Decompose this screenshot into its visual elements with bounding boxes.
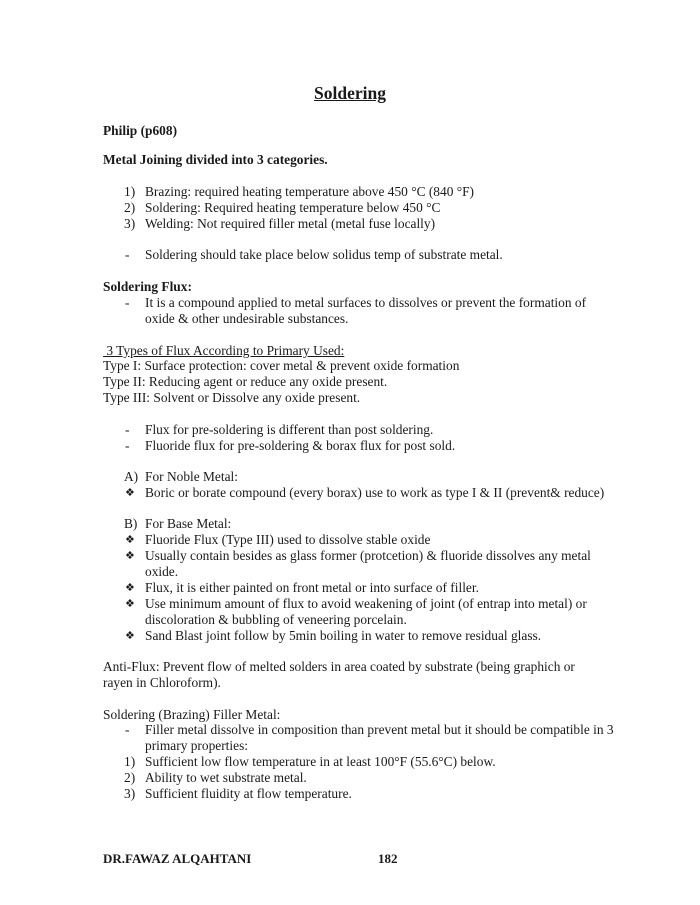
flux-notes-list — [0, 422, 700, 454]
list-item — [0, 422, 700, 438]
list-item-text: Boric or borate compound (every borax) use to work as type I & II (prevent& reduce) — [145, 485, 605, 500]
source-reference: Philip (p608) — [103, 123, 178, 138]
noble-heading — [0, 469, 700, 485]
solidus-note-text: Soldering should take place below solidus temp of substrate metal. — [145, 247, 503, 262]
section-label: B) — [124, 516, 138, 531]
flux-definition-text: It is a compound applied to metal surfaces to dissolves or prevent the formation of oxide & other undesirable substances. — [145, 295, 587, 326]
categories-heading: Metal Joining divided into 3 categories. — [103, 152, 328, 167]
list-item — [0, 628, 700, 644]
footer-author: DR.FAWAZ ALQAHTANI — [103, 851, 252, 866]
list-number: 3) — [124, 786, 136, 801]
filler-section — [0, 722, 700, 802]
page-title: Soldering — [314, 83, 386, 103]
list-item-text: Usually contain besides as glass former (protcetion) & fluoride dissolves any metal oxide. — [145, 548, 591, 579]
anti-flux-paragraph: Anti-Flux: Prevent flow of melted solders in area coated by substrate (being graphich or rayen in Chloroform). — [103, 659, 575, 690]
list-item-text: Sand Blast joint follow by 5min boiling in water to remove residual glass. — [145, 628, 542, 643]
solidus-note — [0, 247, 700, 263]
flux-types-list — [103, 358, 603, 406]
list-item-text: Use minimum amount of flux to avoid weakening of joint (of entrap into metal) or discoloration & bubbling of veneering porcelain. — [145, 596, 587, 627]
diamond-bullet-icon: ❖ — [125, 629, 135, 642]
list-item — [0, 438, 700, 454]
list-item — [0, 216, 700, 232]
diamond-bullet-icon: ❖ — [125, 549, 135, 562]
list-item — [0, 754, 700, 770]
list-item-text: Soldering: Required heating temperature below 450 °C — [145, 200, 441, 215]
diamond-bullet-icon: ❖ — [125, 486, 135, 499]
flux-type-item: Type III: Solvent or Dissolve any oxide present. — [103, 390, 361, 405]
list-item-text: Flux for pre-soldering is different than post soldering. — [145, 422, 434, 437]
base-heading — [0, 516, 700, 532]
flux-types-heading: 3 Types of Flux According to Primary Used: — [103, 343, 345, 358]
list-item — [0, 580, 700, 596]
noble-metal-section — [0, 469, 700, 501]
list-item — [0, 200, 700, 216]
flux-heading: Soldering Flux: — [103, 279, 192, 294]
list-item-text: Flux, it is either painted on front metal or into surface of filler. — [145, 580, 479, 595]
footer-page-number: 182 — [378, 851, 398, 866]
list-item — [0, 485, 700, 501]
list-number: 3) — [124, 216, 136, 231]
list-item — [0, 770, 700, 786]
list-item-text: Sufficient fluidity at flow temperature. — [145, 786, 352, 801]
filler-intro-text: Filler metal dissolve in composition than prevent metal but it should be compatible in 3 primary properties: — [145, 722, 614, 753]
flux-type-item: Type II: Reducing agent or reduce any oxide present. — [103, 374, 388, 389]
list-number: 1) — [124, 184, 136, 199]
diamond-bullet-icon: ❖ — [125, 533, 135, 546]
list-item — [0, 596, 700, 628]
list-item-text: Welding: Not required filler metal (metal fuse locally) — [145, 216, 436, 231]
dash-bullet: - — [125, 422, 130, 437]
filler-heading: Soldering (Brazing) Filler Metal: — [103, 707, 281, 722]
list-item-text: Fluoride Flux (Type III) used to dissolve stable oxide — [145, 532, 431, 547]
base-metal-section — [0, 516, 700, 644]
categories-list — [0, 184, 700, 232]
section-label-text: For Noble Metal: — [145, 469, 238, 484]
list-item — [0, 548, 700, 580]
section-label-text: For Base Metal: — [145, 516, 232, 531]
list-item-text: Fluoride flux for pre-soldering & borax flux for post sold. — [145, 438, 456, 453]
list-number: 1) — [124, 754, 136, 769]
dash-bullet: - — [125, 722, 130, 737]
list-item-text: Sufficient low flow temperature in at least 100°F (55.6°C) below. — [145, 754, 496, 769]
list-number: 2) — [124, 770, 136, 785]
section-label: A) — [124, 469, 139, 484]
dash-bullet: - — [125, 247, 130, 262]
filler-intro — [0, 722, 700, 754]
list-number: 2) — [124, 200, 136, 215]
diamond-bullet-icon: ❖ — [125, 581, 135, 594]
list-item — [0, 786, 700, 802]
list-item — [0, 184, 700, 200]
list-item-text: Brazing: required heating temperature above 450 °C (840 °F) — [145, 184, 475, 199]
list-item-text: Ability to wet substrate metal. — [145, 770, 307, 785]
flux-definition — [0, 295, 700, 327]
list-item — [0, 532, 700, 548]
dash-bullet: - — [125, 295, 130, 310]
flux-type-item: Type I: Surface protection: cover metal & prevent oxide formation — [103, 358, 460, 373]
dash-bullet: - — [125, 438, 130, 453]
diamond-bullet-icon: ❖ — [125, 597, 135, 610]
